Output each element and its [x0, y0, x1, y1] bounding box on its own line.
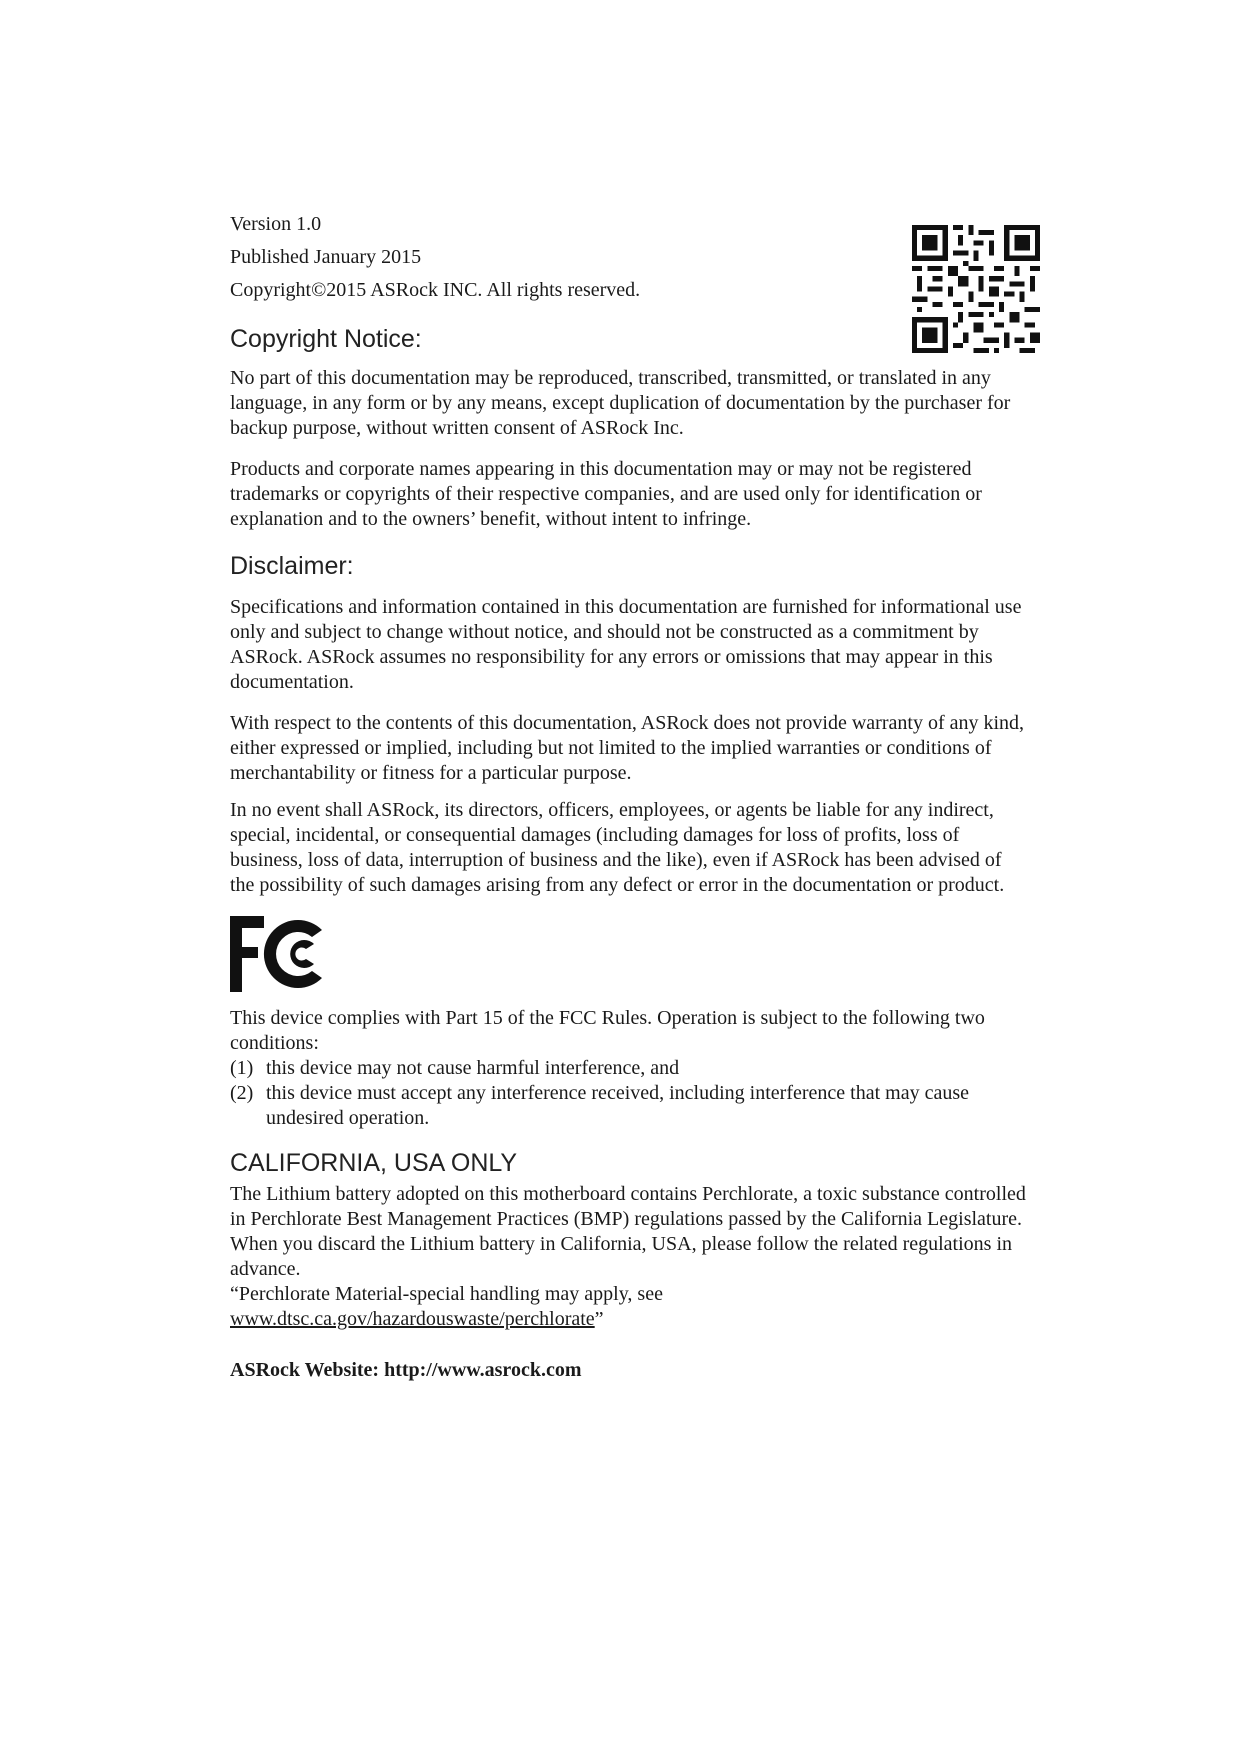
- disclaimer-paragraph-1: Specifications and information contained in this documentation are furnished for informational use only and subject to change without notice, and should not be constructed as a commitment by ASRock. ASRock assumes no responsibility for any errors or omissions that may appear in this documentation.: [230, 596, 1022, 693]
- california-paragraph: The Lithium battery adopted on this motherboard contains Perchlorate, a toxic substance controlled in Perchlorate Best Management Practices (BMP) regulations passed by the California Legislature. When you discard the Lithium battery in California, USA, please follow the related regulations in advance.: [230, 1183, 1026, 1280]
- fcc-logo: [230, 916, 332, 992]
- fcc-intro: This device complies with Part 15 of the FCC Rules. Operation is subject to the following two conditions:: [230, 1007, 985, 1054]
- list-item: [230, 1056, 1030, 1081]
- condition-text: this device must accept any interference received, including interference that may cause undesired operation.: [266, 1082, 969, 1129]
- published-date: Published January 2015: [230, 246, 422, 268]
- document-meta: [230, 208, 1030, 307]
- condition-number: (2): [230, 1082, 254, 1104]
- document-page: [230, 208, 1030, 1403]
- condition-number: (1): [230, 1057, 254, 1079]
- note-prefix: “Perchlorate Material-special handling may apply, see: [230, 1283, 663, 1305]
- list-item: [230, 1081, 1030, 1131]
- note-suffix: ”: [594, 1308, 604, 1330]
- copyright-paragraph-2: Products and corporate names appearing in this documentation may or may not be registered trademarks or copyrights of their respective companies, and are used only for identification or explanation and to the owners’ benefit, without intent to infringe.: [230, 458, 982, 530]
- dtsc-link[interactable]: www.dtsc.ca.gov/hazardouswaste/perchlorate: [230, 1308, 595, 1330]
- california-heading: CALIFORNIA, USA ONLY: [230, 1149, 518, 1177]
- copyright-line: Copyright©2015 ASRock INC. All rights reserved.: [230, 279, 641, 301]
- disclaimer-paragraph-2: With respect to the contents of this documentation, ASRock does not provide warranty of any kind, either expressed or implied, including but not limited to the implied warranties or conditions of merchantability or fitness for a particular purpose.: [230, 712, 1025, 784]
- condition-text: this device may not cause harmful interference, and: [266, 1057, 680, 1079]
- disclaimer-heading: Disclaimer:: [230, 552, 354, 580]
- version-text: Version 1.0: [230, 213, 322, 235]
- perchlorate-note: [230, 1282, 1030, 1332]
- fcc-conditions-list: [230, 1056, 1030, 1131]
- copyright-notice-heading: Copyright Notice:: [230, 325, 422, 353]
- disclaimer-paragraph-3: In no event shall ASRock, its directors, officers, employees, or agents be liable for any indirect, special, incidental, or consequential damages (including damages for loss of profits, loss of business, loss of data, interruption of business and the like), even if ASRock has been advised of the possibility of such damages arising from any defect or error in the documentation or product.: [230, 799, 1005, 896]
- asrock-website: ASRock Website: http://www.asrock.com: [230, 1359, 582, 1381]
- copyright-paragraph-1: No part of this documentation may be reproduced, transcribed, transmitted, or translated in any language, in any form or by any means, except duplication of documentation by the purchaser for backup purpose, without written consent of ASRock Inc.: [230, 367, 1011, 439]
